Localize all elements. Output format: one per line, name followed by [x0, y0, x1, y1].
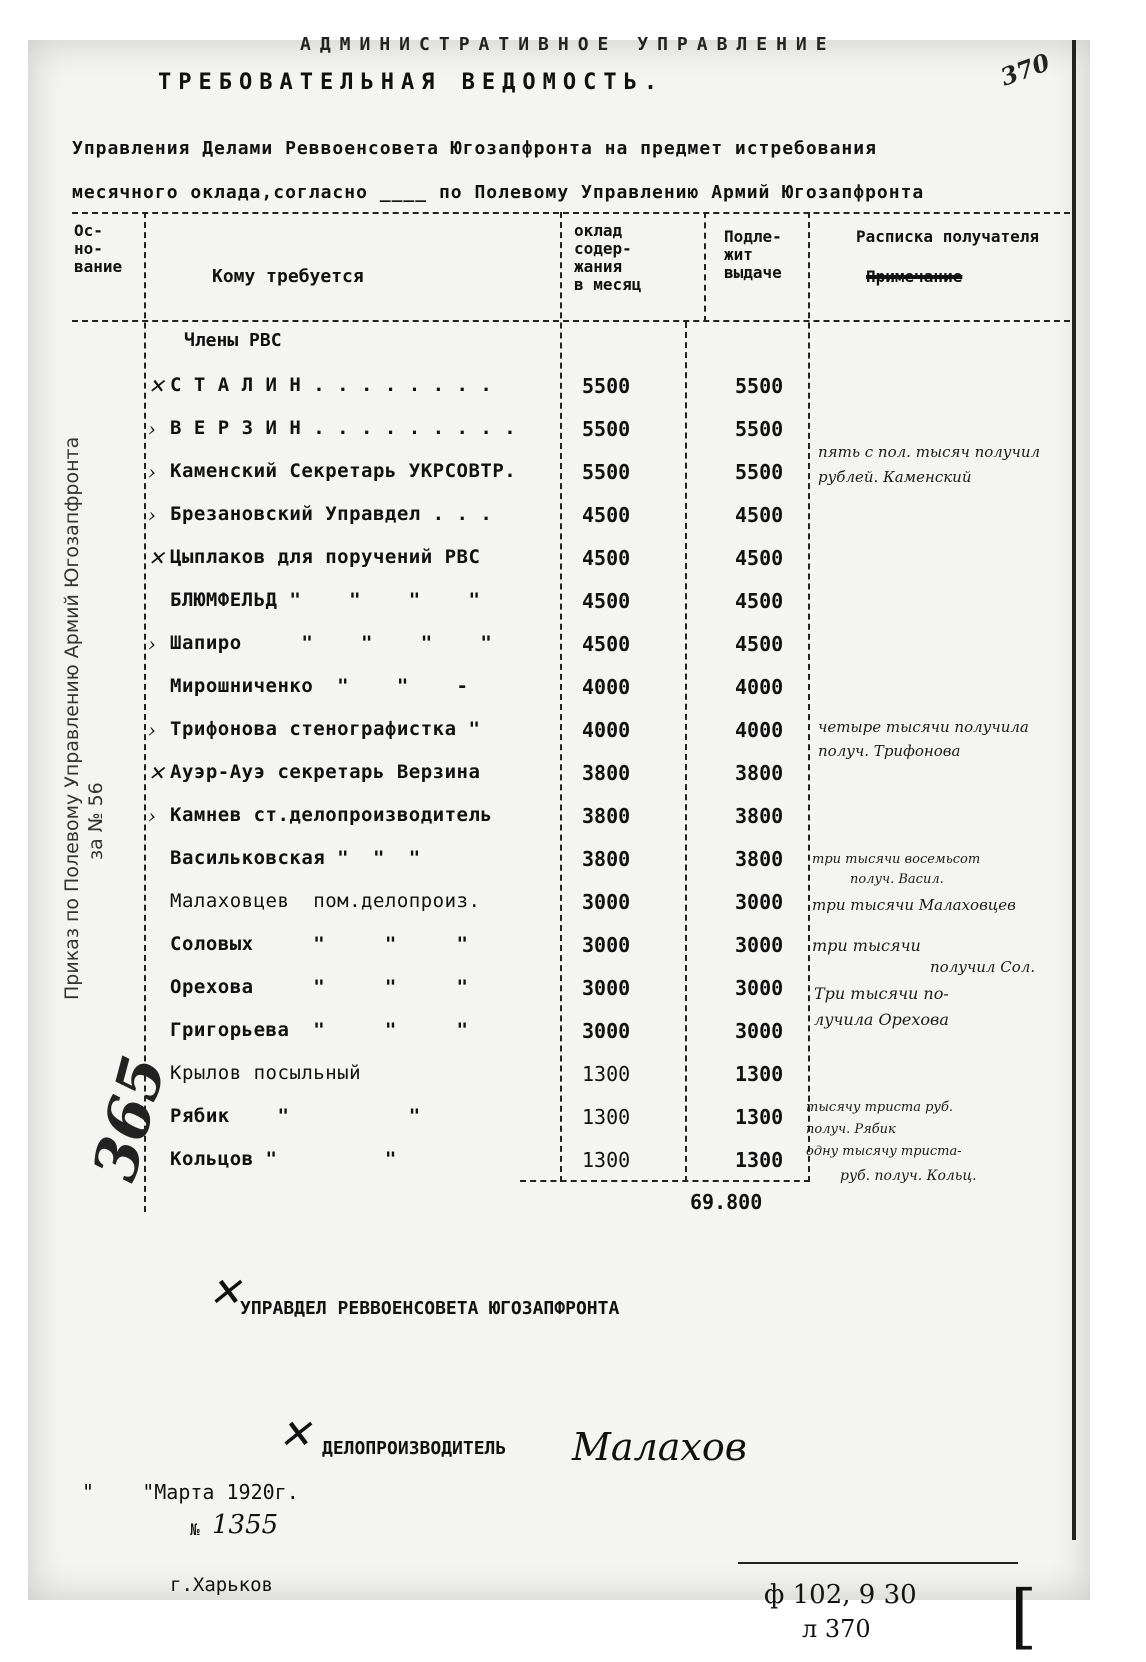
- table-row: [0, 796, 1146, 838]
- table-row: [0, 1011, 1146, 1053]
- table-row: [0, 753, 1146, 795]
- subtitle-line-2: месячного оклада,согласно ____ по Полевому Управлению Армий Югозапфронта: [72, 182, 925, 203]
- row-salary: 4500: [582, 632, 631, 656]
- receipt-note: три тысячи восемьсот: [812, 852, 981, 867]
- row-salary: 4500: [582, 503, 631, 527]
- row-payable: 4500: [735, 632, 784, 656]
- row-name: Кольцов " ": [170, 1148, 397, 1170]
- row-name: Ауэр-Ауэ секретарь Верзина: [170, 761, 481, 783]
- row-salary: 1300: [582, 1148, 631, 1172]
- row-salary: 4000: [582, 718, 631, 742]
- row-mark: ›: [148, 632, 156, 656]
- department-header: АДМИНИСТРАТИВНОЕ УПРАВЛЕНИЕ: [300, 34, 836, 55]
- receipt-note: получил Сол.: [930, 958, 1036, 976]
- group-label: Члены РВС: [184, 330, 282, 351]
- table-row: [0, 581, 1146, 623]
- archive-stamp-number: 365: [80, 1049, 181, 1189]
- row-salary: 3000: [582, 976, 631, 1000]
- order-reference-line: Приказ по Полевому Управлению Армий Югозапфронта: [61, 436, 83, 1000]
- row-payable: 3800: [735, 847, 784, 871]
- receipt-note: получ. Трифонова: [818, 742, 961, 760]
- receipt-note: три тысячи Малаховцев: [812, 896, 1016, 914]
- archive-reference: ф 102, 9 30: [764, 1580, 917, 1610]
- header-basis: Ос- но- вание: [74, 221, 123, 276]
- row-name: Крылов посыльный: [170, 1062, 362, 1084]
- row-mark: ›: [148, 460, 156, 484]
- row-salary: 5500: [582, 417, 631, 441]
- row-payable: 3000: [735, 1019, 784, 1043]
- row-payable: 1300: [735, 1105, 784, 1129]
- row-salary: 1300: [582, 1105, 631, 1129]
- row-salary: 1300: [582, 1062, 631, 1086]
- header-recipient: Кому требуется: [212, 266, 364, 287]
- row-name: Камнев ст.делопроизводитель: [170, 804, 493, 826]
- receipt-note: пять с пол. тысяч получил: [818, 443, 1041, 461]
- row-mark: ›: [148, 503, 156, 527]
- archive-rule: [738, 1562, 1018, 1564]
- header-remark: Примечание: [866, 267, 963, 286]
- receipt-note: получ. Васил.: [850, 872, 944, 887]
- row-payable: 1300: [735, 1148, 784, 1172]
- row-salary: 4500: [582, 546, 631, 570]
- archive-sheet: л 370: [802, 1615, 871, 1643]
- row-mark: ›: [148, 804, 156, 828]
- row-payable: 5500: [735, 374, 784, 398]
- row-name: Соловых " " ": [170, 933, 469, 955]
- footer-org: УПРАВДЕЛ РЕВВОЕНСОВЕТА ЮГОЗАПФРОНТА: [240, 1298, 620, 1319]
- row-mark: ✕: [148, 374, 165, 398]
- table-row: [0, 538, 1146, 580]
- footer-date: " "Марта 1920г.: [82, 1480, 299, 1504]
- receipt-note: руб. получ. Кольц.: [840, 1168, 977, 1184]
- row-name: Орехова " " ": [170, 976, 469, 998]
- receipt-note: лучила Орехова: [814, 1010, 949, 1029]
- row-payable: 3800: [735, 761, 784, 785]
- row-name: Григорьева " " ": [170, 1019, 469, 1041]
- row-mark: ✕: [148, 546, 165, 570]
- order-reference-side: [60, 437, 108, 1000]
- table-total: 69.800: [690, 1190, 763, 1214]
- footer-city: г.Харьков: [170, 1574, 273, 1596]
- subtitle-line-1: Управления Делами Реввоенсовета Югозапфронта на предмет истребования: [72, 138, 877, 159]
- table-row: [0, 1097, 1146, 1139]
- row-salary: 5500: [582, 460, 631, 484]
- row-name: С Т А Л И Н . . . . . . . .: [170, 374, 493, 396]
- receipt-note: рублей. Каменский: [818, 468, 972, 486]
- row-payable: 4000: [735, 718, 784, 742]
- row-salary: 5500: [582, 374, 631, 398]
- row-salary: 3800: [582, 804, 631, 828]
- row-name: БЛЮМФЕЛЬД " " " ": [170, 589, 481, 611]
- receipt-note: четыре тысячи получила: [818, 718, 1029, 736]
- row-payable: 3000: [735, 976, 784, 1000]
- row-name: Васильковская " " ": [170, 847, 421, 869]
- row-mark: ›: [148, 718, 156, 742]
- approval-mark: ✕: [278, 1412, 312, 1458]
- column-divider-payable: [685, 322, 687, 1182]
- row-name: Рябик " ": [170, 1105, 421, 1127]
- row-name: В Е Р З И Н . . . . . . . . .: [170, 417, 517, 439]
- footer-number-label: №: [190, 1520, 200, 1539]
- order-reference-number: за № 56: [85, 782, 107, 860]
- receipt-note: Три тысячи по-: [814, 984, 949, 1003]
- row-salary: 3800: [582, 761, 631, 785]
- receipt-note: тысячу триста руб.: [806, 1100, 954, 1115]
- column-divider-payable-header: [704, 212, 706, 322]
- table-row: [0, 366, 1146, 408]
- table-row: [0, 667, 1146, 709]
- footer-clerk-title: ДЕЛОПРОИЗВОДИТЕЛЬ: [322, 1438, 507, 1459]
- row-salary: 4000: [582, 675, 631, 699]
- row-salary: 3000: [582, 890, 631, 914]
- header-salary: оклад содер- жания в месяц: [574, 221, 642, 294]
- table-top-rule: [72, 212, 1070, 214]
- row-name: Брезановский Управдел . . .: [170, 503, 493, 525]
- row-name: Каменский Секретарь УКРСОВТР.: [170, 460, 517, 482]
- row-payable: 4000: [735, 675, 784, 699]
- row-salary: 3800: [582, 847, 631, 871]
- document-title: ТРЕБОВАТЕЛЬНАЯ ВЕДОМОСТЬ.: [158, 70, 665, 95]
- row-payable: 3800: [735, 804, 784, 828]
- clerk-signature: Малахов: [572, 1425, 747, 1469]
- row-payable: 1300: [735, 1062, 784, 1086]
- footer-number-value: 1355: [212, 1510, 279, 1540]
- row-salary: 4500: [582, 589, 631, 613]
- header-receipt: Расписка получателя: [856, 227, 1040, 246]
- row-salary: 3000: [582, 933, 631, 957]
- page-number: 370: [996, 47, 1054, 92]
- archive-bracket: [: [1010, 1575, 1038, 1657]
- row-name: Малаховцев пом.делопроиз.: [170, 890, 481, 912]
- row-payable: 4500: [735, 503, 784, 527]
- row-salary: 3000: [582, 1019, 631, 1043]
- receipt-note: одну тысячу триста-: [806, 1144, 962, 1159]
- row-payable: 3000: [735, 890, 784, 914]
- receipt-note: три тысячи: [812, 936, 921, 955]
- table-row: [0, 624, 1146, 666]
- row-name: Шапиро " " " ": [170, 632, 493, 654]
- table-header-rule: [72, 320, 1070, 322]
- row-name: Мирошниченко " " -: [170, 675, 469, 697]
- approval-mark: ✕: [208, 1270, 242, 1316]
- header-payable: Подле- жит выдаче: [724, 227, 782, 282]
- row-name: Трифонова стенографистка ": [170, 718, 481, 740]
- row-mark: ✕: [148, 761, 165, 785]
- row-payable: 5500: [735, 460, 784, 484]
- row-payable: 5500: [735, 417, 784, 441]
- receipt-note: получ. Рябик: [806, 1122, 896, 1137]
- row-payable: 4500: [735, 589, 784, 613]
- table-row: [0, 495, 1146, 537]
- row-payable: 4500: [735, 546, 784, 570]
- row-name: Цыплаков для поручений РВС: [170, 546, 481, 568]
- row-mark: ›: [148, 417, 156, 441]
- row-payable: 3000: [735, 933, 784, 957]
